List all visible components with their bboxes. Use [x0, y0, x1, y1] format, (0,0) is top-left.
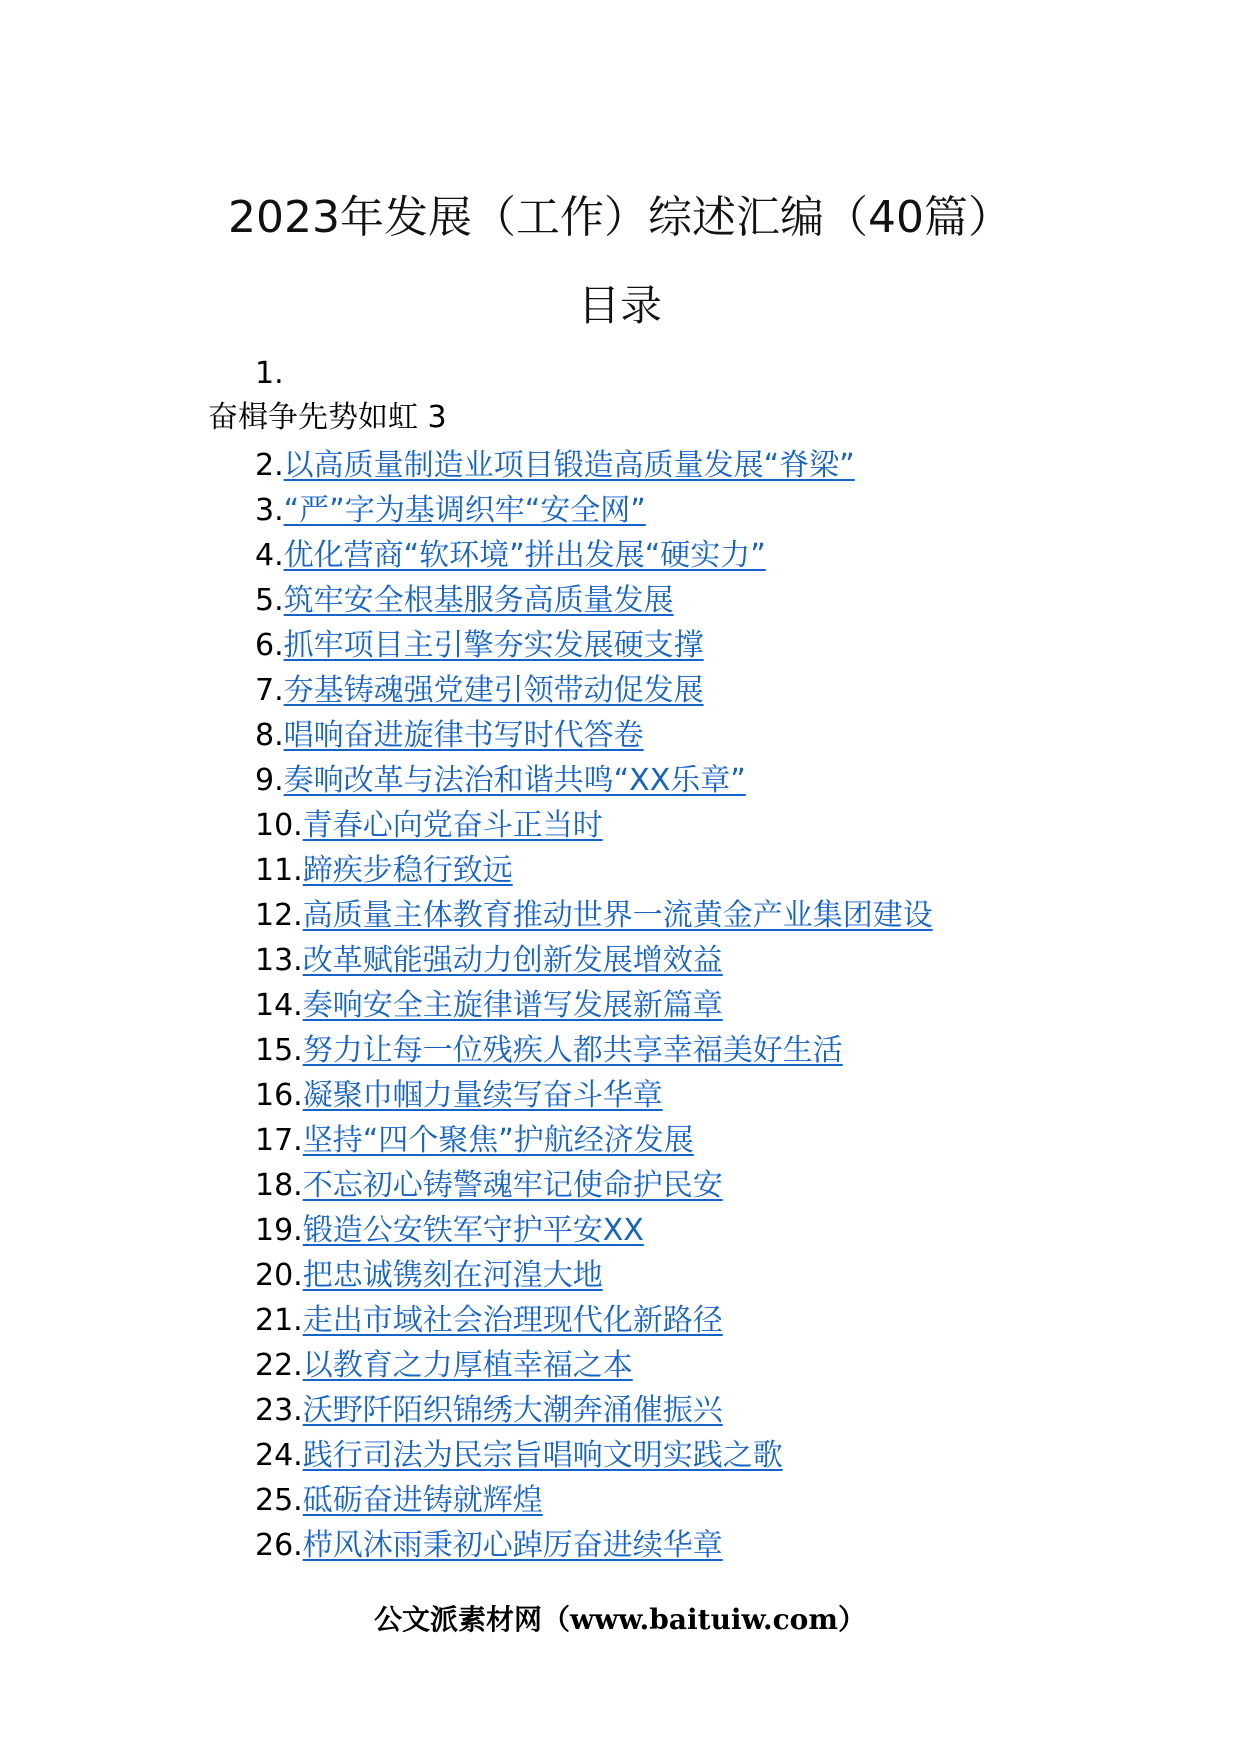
toc-item-number: 11.: [255, 853, 303, 888]
toc-item-link[interactable]: 唱响奋进旋律书写时代答卷: [283, 718, 644, 753]
toc-item: [255, 1118, 933, 1163]
toc-heading: 目录: [577, 281, 662, 330]
toc-item: [255, 758, 933, 803]
toc-item-number: 7.: [255, 673, 284, 708]
toc-item-link[interactable]: 坚持“四个聚焦”护航经济发展: [302, 1123, 694, 1158]
toc-item-link[interactable]: 高质量主体教育推动世界一流黄金产业集团建设: [302, 898, 933, 933]
toc-item: [255, 1388, 933, 1433]
toc-item-link[interactable]: 优化营商“软环境”拼出发展“硬实力”: [283, 538, 766, 573]
toc-item: [255, 848, 933, 893]
toc-item: [255, 1343, 933, 1388]
toc-item-link[interactable]: 以教育之力厚植幸福之本: [302, 1348, 633, 1383]
toc-item-number: 9.: [255, 763, 284, 798]
toc-item-link[interactable]: 践行司法为民宗旨唱响文明实践之歌: [302, 1438, 783, 1473]
toc-item: [255, 1073, 933, 1118]
toc-item-link[interactable]: 栉风沐雨秉初心踔厉奋进续华章: [302, 1528, 723, 1563]
toc-item-number: 5.: [255, 583, 284, 618]
toc-item-number: 17.: [255, 1123, 303, 1158]
toc-item: [255, 1163, 933, 1208]
toc-list: [255, 443, 933, 1568]
toc-item: [255, 533, 933, 578]
toc-item-number: 15.: [255, 1033, 303, 1068]
toc-item-number: 25.: [255, 1483, 303, 1518]
toc-item-link[interactable]: 走出市域社会治理现代化新路径: [302, 1303, 723, 1338]
toc-item-number: 21.: [255, 1303, 303, 1338]
toc-item: [255, 713, 933, 758]
toc-item-number: 13.: [255, 943, 303, 978]
toc-item-link[interactable]: 青春心向党奋斗正当时: [302, 808, 603, 843]
toc-item-link[interactable]: 把忠诚镌刻在河湟大地: [302, 1258, 603, 1293]
toc-item: [255, 668, 933, 713]
toc-item: [255, 578, 933, 623]
toc-item-number: 3.: [255, 493, 284, 528]
toc-item-number: 23.: [255, 1393, 303, 1428]
toc-item: [255, 1208, 933, 1253]
toc-item-link[interactable]: 奏响安全主旋律谱写发展新篇章: [302, 988, 723, 1023]
toc-item-link[interactable]: 改革赋能强动力创新发展增效益: [302, 943, 723, 978]
toc-item-number: 18.: [255, 1168, 303, 1203]
toc-item: [255, 443, 933, 488]
toc-item-number: 12.: [255, 898, 303, 933]
toc-item-link[interactable]: 蹄疾步稳行致远: [302, 853, 513, 888]
toc-item-number: 22.: [255, 1348, 303, 1383]
toc-item-number: 6.: [255, 628, 284, 663]
toc-item-link[interactable]: 沃野阡陌织锦绣大潮奔涌催振兴: [302, 1393, 723, 1428]
footer-watermark: 公文派素材网（www.baituiw.com）: [374, 1603, 866, 1636]
toc-item-link[interactable]: 抓牢项目主引擎夯实发展硬支撑: [283, 628, 704, 663]
toc-item-number: 24.: [255, 1438, 303, 1473]
toc-item: [255, 983, 933, 1028]
toc-item: [255, 623, 933, 668]
toc-item-link[interactable]: 凝聚巾帼力量续写奋斗华章: [302, 1078, 663, 1113]
toc-item-link[interactable]: 奏响改革与法治和谐共鸣“XX乐章”: [283, 763, 746, 798]
toc-item: [255, 938, 933, 983]
toc-item-number: 26.: [255, 1528, 303, 1563]
toc-first-title[interactable]: 奋楫争先势如虹 3: [208, 400, 447, 435]
toc-item-number: 2.: [255, 448, 284, 483]
toc-item-link[interactable]: 努力让每一位残疾人都共享幸福美好生活: [302, 1033, 843, 1068]
toc-item-number: 14.: [255, 988, 303, 1023]
toc-item: [255, 1523, 933, 1568]
toc-item: [255, 1478, 933, 1523]
toc-item: [255, 803, 933, 848]
toc-item: [255, 1028, 933, 1073]
toc-item-number: 8.: [255, 718, 284, 753]
toc-item-number: 4.: [255, 538, 284, 573]
toc-item: [255, 488, 933, 533]
toc-item: [255, 1298, 933, 1343]
toc-first-number: 1.: [255, 356, 284, 391]
toc-item-link[interactable]: 砥砺奋进铸就辉煌: [302, 1483, 543, 1518]
toc-item-number: 16.: [255, 1078, 303, 1113]
toc-item: [255, 1433, 933, 1478]
toc-item-link[interactable]: 不忘初心铸警魂牢记使命护民安: [302, 1168, 723, 1203]
toc-item-link[interactable]: 夯基铸魂强党建引领带动促发展: [283, 673, 704, 708]
toc-item-link[interactable]: 筑牢安全根基服务高质量发展: [283, 583, 674, 618]
toc-item-link[interactable]: 锻造公安铁军守护平安XX: [302, 1213, 644, 1248]
toc-item-link[interactable]: “严”字为基调织牢“安全网”: [283, 493, 646, 528]
toc-item: [255, 1253, 933, 1298]
document-title: 2023年发展（工作）综述汇编（40篇）: [228, 192, 1012, 243]
toc-item-number: 10.: [255, 808, 303, 843]
toc-item: [255, 893, 933, 938]
toc-item-number: 20.: [255, 1258, 303, 1293]
toc-item-number: 19.: [255, 1213, 303, 1248]
toc-item-link[interactable]: 以高质量制造业项目锻造高质量发展“脊梁”: [283, 448, 855, 483]
